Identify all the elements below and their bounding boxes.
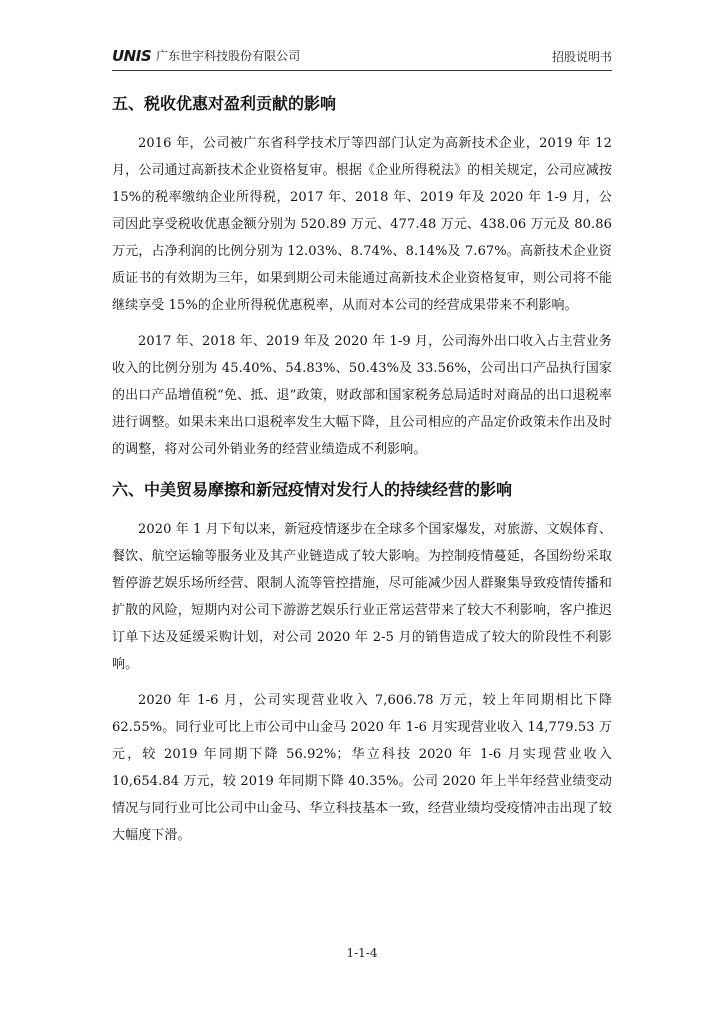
page-header — [112, 44, 612, 70]
paragraph: 2020 年 1 月下旬以来，新冠疫情逐步在全球多个国家爆发，对旅游、文娱体育、餐饮、航空运输等服务业及其产业链造成了较大影响。为控制疫情蔓延，各国纷纷采取暂停游艺娱乐场所经营、限制人流等管控措施，尽可能减少因人群聚集导致疫情传播和扩散的风险，短期内对公司下游游艺娱乐行业正常运营带来了较大不利影响，客户推迟订单下达及延缓采购计划，对公司 2020 年 2-5 月的销售造成了较大的阶段性不利影响。 — [112, 522, 612, 672]
company-name: 广东世宇科技股份有限公司 — [156, 49, 301, 63]
section-trade-and-covid — [112, 478, 612, 849]
section-heading: 五、税收优惠对盈利贡献的影响 — [112, 94, 337, 113]
document-type: 招股说明书 — [551, 50, 612, 64]
company-logo: UNIS — [112, 47, 152, 65]
page-number: 1-1-4 — [346, 946, 378, 960]
section-heading: 六、中美贸易摩擦和新冠疫情对发行人的持续经营的影响 — [112, 480, 513, 499]
paragraph: 2016 年，公司被广东省科学技术厅等四部门认定为高新技术企业，2019 年 12 月，公司通过高新技术企业资格复审。根据《企业所得税法》的相关规定，公司应减按 15%的税率缴纳企业所得税，2017 年、2018 年、2019 年及 2020 年 1-9 月，公司因此享受税收优惠金额分别为 520.89 万元、477.48 万元、438.06 万元及 80.86 万元，占净利润的比例分别为 12.03%、8.74%、8.14%及 7.67%。高新技术企业资质证书的有效期为三年，如果到期公司未能通过高新技术企业资格复审，则公司将不能继续享受 15%的企业所得税优惠税率，从而对本公司的经营成果带来不利影响。 — [112, 136, 612, 313]
page-content — [112, 92, 612, 858]
paragraph: 2020 年 1-6 月，公司实现营业收入 7,606.78 万元，较上年同期相比下降 62.55%。同行业可比上市公司中山金马 2020 年 1-6 月实现营业收入 14,779.53 万元，较 2019 年同期下降 56.92%；华立科技 2020 年 1-6 月实现营业收入 10,654.84 万元，较 2019 年同期下降 40.35%。公司 2020 年上半年经营业绩变动情况与同行业可比公司中山金马、华立科技基本一致，经营业绩均受疫情冲击出现了较大幅度下滑。 — [112, 693, 612, 843]
section-tax-incentives — [112, 92, 612, 463]
header-divider — [112, 70, 612, 71]
header-left — [112, 48, 300, 64]
paragraph: 2017 年、2018 年、2019 年及 2020 年 1-9 月，公司海外出口收入占主营业务收入的比例分别为 45.40%、54.83%、50.43%及 33.56%，公司出口产品执行国家的出口产品增值税“免、抵、退”政策，财政部和国家税务总局适时对商品的出口退税率进行调整。如果未来出口退税率发生大幅下降，且公司相应的产品定价政策未作出及时的调整，将对公司外销业务的经营业绩造成不利影响。 — [112, 334, 612, 457]
